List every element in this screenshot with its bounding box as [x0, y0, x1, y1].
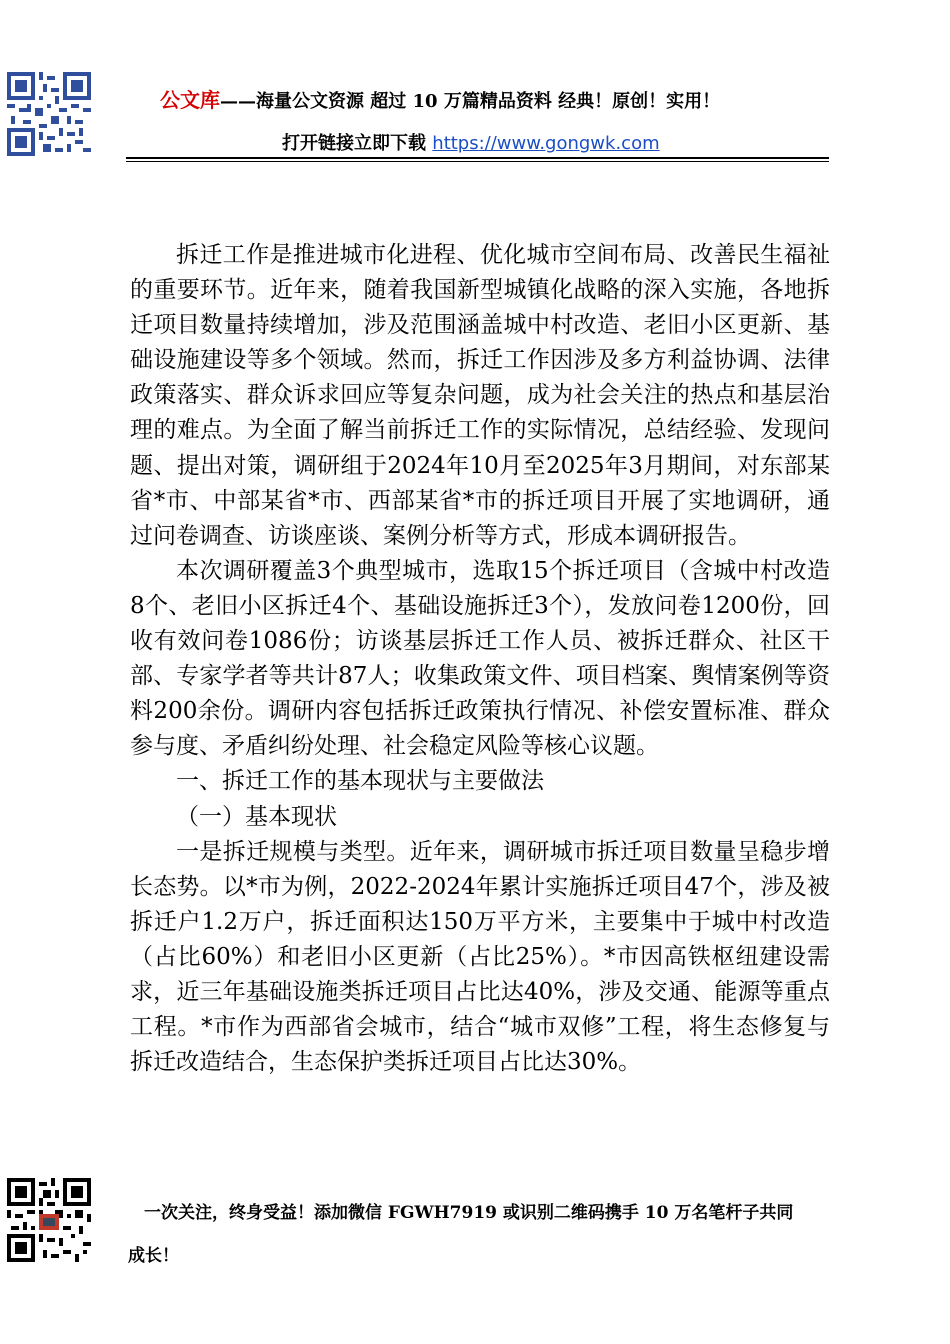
header-tagline: ——海量公文资源 超过 10 万篇精品资料 经典！原创！实用！ — [220, 91, 721, 112]
qr-code-icon — [7, 72, 91, 156]
status-paragraph: 一是拆迁规模与类型。近年来，调研城市拆迁项目数量呈稳步增长态势。以*市为例，2022-2024年累计实施拆迁项目47个，涉及被拆迁户1.2万户，拆迁面积达150万平方米，主要集中于城中村改造（占比60%）和老旧小区更新（占比25%）。*市因高铁枢纽建设需求，近三年基础设施类拆迁项目占比达40%，涉及交通、能源等重点工程。*市作为西部省会城市，结合“城市双修”工程，将生态修复与拆迁改造结合，生态保护类拆迁项目占比达30%。 — [130, 838, 830, 1076]
footer-promo — [128, 1192, 838, 1278]
wechat-qr-code-icon — [7, 1178, 91, 1262]
download-line — [282, 129, 660, 155]
footer-line-1: 一次关注，终身受益！添加微信 FGWH7919 或识别二维码携手 10 万名笔杆子共同 — [144, 1203, 794, 1223]
document-body — [130, 238, 830, 1080]
section-heading: 一、拆迁工作的基本现状与主要做法 — [176, 768, 544, 795]
header-banner — [160, 84, 720, 113]
brand-name: 公文库 — [160, 88, 220, 112]
scope-paragraph: 本次调研覆盖3个典型城市，选取15个拆迁项目（含城中村改造8个、老旧小区拆迁4个、基础设施拆迁3个），发放问卷1200份，回收有效问卷1086份；访谈基层拆迁工作人员、被拆迁群众、社区干部、专家学者等共计87人；收集政策文件、项目档案、舆情案例等资料200余份。调研内容包括拆迁政策执行情况、补偿安置标准、群众参与度、矛盾纠纷处理、社会稳定风险等核心议题。 — [130, 557, 830, 760]
header-divider-thin — [126, 161, 829, 162]
download-link[interactable]: https://www.gongwk.com — [432, 133, 660, 154]
download-label: 打开链接立即下载 — [282, 133, 433, 154]
intro-paragraph: 拆迁工作是推进城市化进程、优化城市空间布局、改善民生福祉的重要环节。近年来，随着我国新型城镇化战略的深入实施，各地拆迁项目数量持续增加，涉及范围涵盖城中村改造、老旧小区更新、基础设施建设等多个领域。然而，拆迁工作因涉及多方利益协调、法律政策落实、群众诉求回应等复杂问题，成为社会关注的热点和基层治理的难点。为全面了解当前拆迁工作的实际情况，总结经验、发现问题、提出对策，调研组于2024年10月至2025年3月期间，对东部某省*市、中部某省*市、西部某省*市的拆迁项目开展了实地调研，通过问卷调查、访谈座谈、案例分析等方式，形成本调研报告。 — [130, 242, 830, 549]
header-divider — [126, 157, 829, 159]
subsection-heading: （一）基本现状 — [176, 803, 337, 830]
footer-line-2: 成长！ — [128, 1246, 179, 1266]
